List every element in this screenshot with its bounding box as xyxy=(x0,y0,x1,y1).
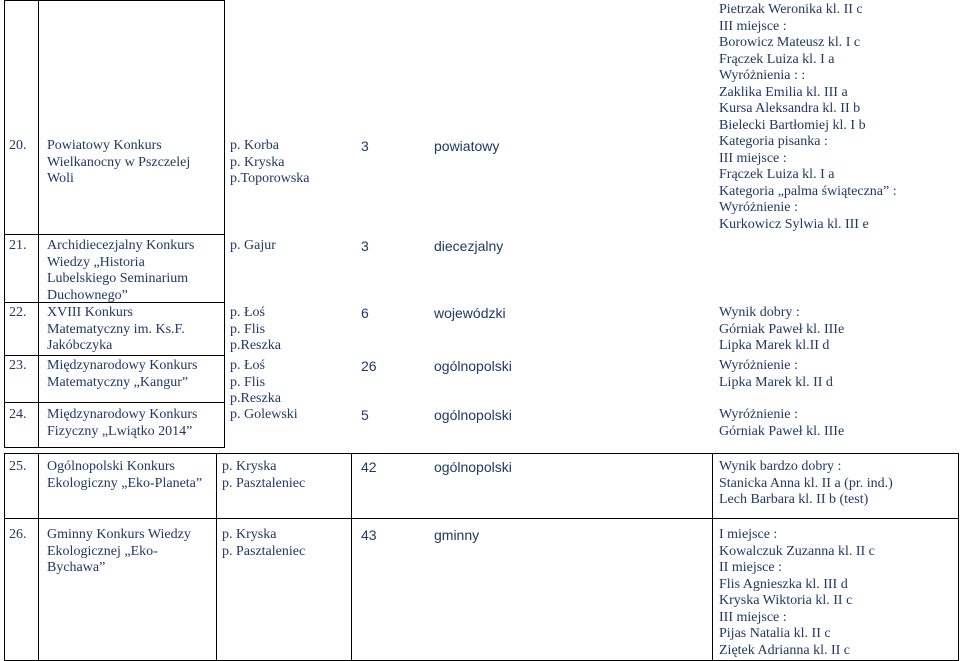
teachers: p. Łoś p. Flis p.Reszka xyxy=(230,358,281,406)
results: Wyróżnienie : Górniak Paweł kl. IIIe xyxy=(719,407,845,439)
column-divider xyxy=(224,0,225,448)
contest-level: ogólnopolski xyxy=(434,459,512,475)
teachers: p. Gajur xyxy=(230,238,276,253)
results: Pietrzak Weronika kl. II c III miejsce : Borowicz Mateusz kl. I c Frączek Luiza kl. I a Wyróżnienia : : Zaklika Emilia kl. III a Kursa Aleksandra kl. II b Bielecki Bartłomiej kl. I b Kategoria pisanka : III miejsce : Frączek Luiza kl. I a Kategoria „palma świąteczna” : Wyróżnienie : Kurkowicz Sylwia kl. III e xyxy=(719,2,897,232)
contest-name: Międzynarodowy Konkurs Matematyczny „Kangur” xyxy=(47,358,198,390)
contest-name: Gminny Konkurs Wiedzy Ekologicznej „Eko- Bychawa” xyxy=(47,527,191,575)
row-number: 26. xyxy=(9,527,27,542)
contest-level: ogólnopolski xyxy=(434,358,512,374)
results: Wynik bardzo dobry : Stanicka Anna kl. II a (pr. ind.) Lech Barbara kl. II b (test) xyxy=(719,459,893,507)
contest-name: Archidiecezjalny Konkurs Wiedzy „Historia Lubelskiego Seminarium Duchownego” xyxy=(47,238,195,303)
contest-level: powiatowy xyxy=(434,138,500,154)
teachers: p. Kryska p. Pasztaleniec xyxy=(222,459,306,491)
teachers: p. Kryska p. Pasztaleniec xyxy=(222,527,306,559)
participant-count: 3 xyxy=(361,138,369,154)
participant-count: 3 xyxy=(361,238,369,254)
teachers: p. Golewski xyxy=(230,407,298,422)
teachers: p. Korba p. Kryska p.Toporowska xyxy=(230,138,310,186)
participant-count: 5 xyxy=(361,407,369,423)
column-divider xyxy=(38,453,39,661)
table-border-left xyxy=(4,0,5,448)
row-number: 21. xyxy=(9,238,27,253)
row-number: 25. xyxy=(9,459,27,474)
table-border-top xyxy=(4,453,959,454)
participant-count: 6 xyxy=(361,305,369,321)
results: Wynik dobry : Górniak Paweł kl. IIIe Lipka Marek kl.II d xyxy=(719,305,845,353)
column-divider xyxy=(351,453,352,661)
row-number: 24. xyxy=(9,407,27,422)
row-number: 20. xyxy=(9,138,27,153)
contest-level: wojewódzki xyxy=(434,305,506,321)
contest-level: diecezjalny xyxy=(434,238,504,254)
contest-level: ogólnopolski xyxy=(434,407,512,423)
table-border-right xyxy=(958,453,959,661)
contest-level: gminny xyxy=(434,527,480,543)
participant-count: 42 xyxy=(361,459,377,475)
column-divider xyxy=(216,453,217,661)
results: Wyróżnienie : Lipka Marek kl. II d xyxy=(719,358,833,390)
participant-count: 26 xyxy=(361,358,377,374)
contest-name: Ogólnopolski Konkurs Ekologiczny „Eko-Planeta” xyxy=(47,459,203,491)
row-divider xyxy=(4,518,959,519)
teachers: p. Łoś p. Flis p.Reszka xyxy=(230,305,281,353)
participant-count: 43 xyxy=(361,527,377,543)
table-border-left xyxy=(4,453,5,661)
row-number: 23. xyxy=(9,358,27,373)
column-divider xyxy=(38,0,39,448)
row-number: 22. xyxy=(9,305,27,320)
results: I miejsce : Kowalczuk Zuzanna kl. II c II miejsce : Flis Agnieszka kl. III d Kryska Wiktoria kl. II c III miejsce : Pijas Natalia kl. II c Ziętek Adrianna kl. II c xyxy=(719,527,875,658)
contest-name: XVIII Konkurs Matematyczny im. Ks.F. Jakóbczyka xyxy=(47,305,185,353)
contest-name: Międzynarodowy Konkurs Fizyczny „Lwiątko 2014” xyxy=(47,407,198,439)
column-divider xyxy=(712,453,713,661)
contest-name: Powiatowy Konkurs Wielkanocny w Pszczelej Woli xyxy=(47,138,191,186)
